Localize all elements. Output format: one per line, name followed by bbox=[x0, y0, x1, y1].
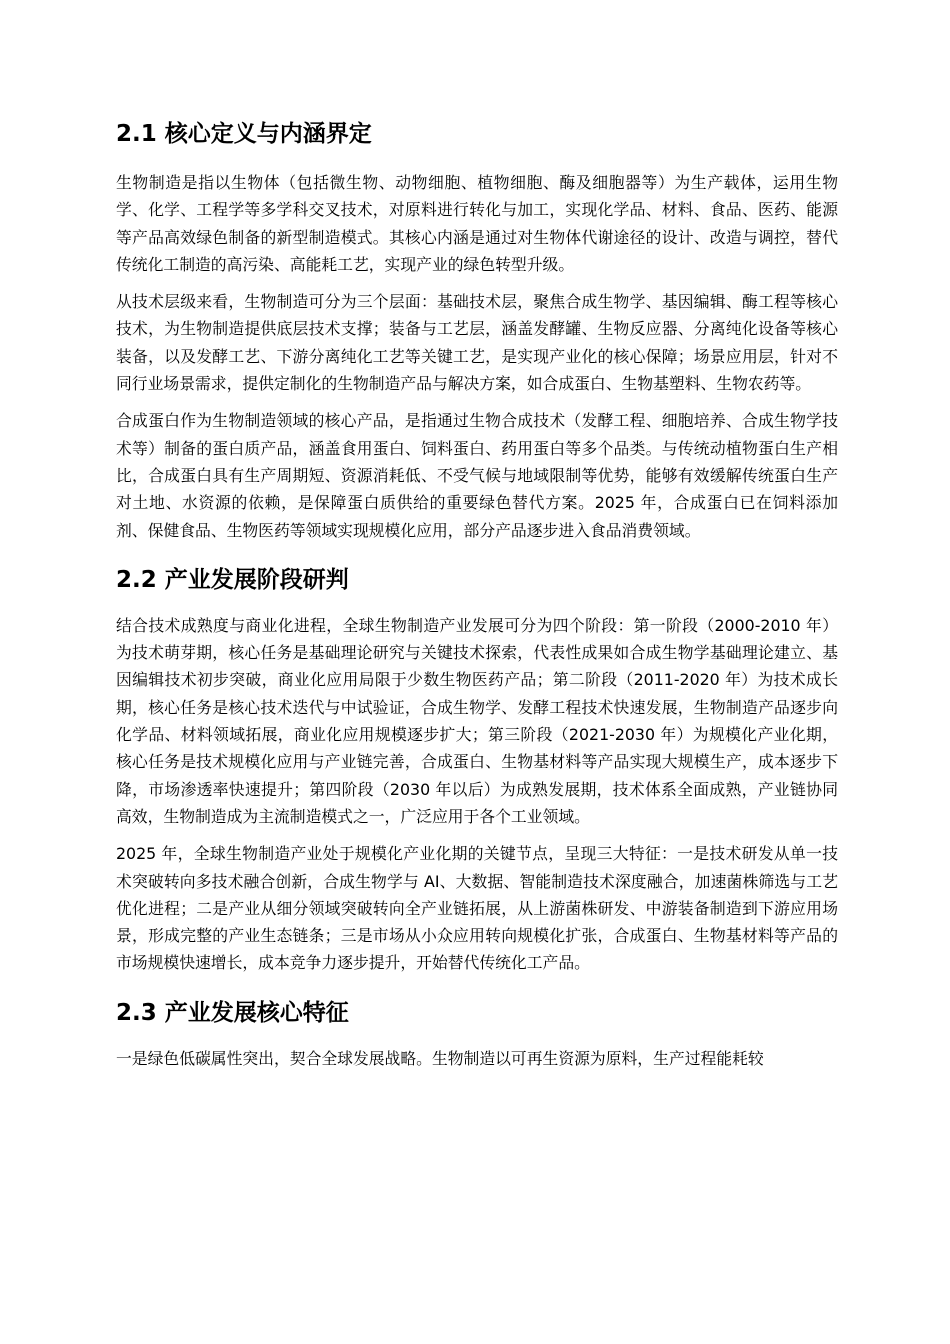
paragraph: 结合技术成熟度与商业化进程，全球生物制造产业发展可分为四个阶段：第一阶段（2000-2010 年）为技术萌芽期，核心任务是基础理论研究与关键技术探索，代表性成果如合成生物学基础理论建立、基因编辑技术初步突破，商业化应用局限于少数生物医药产品；第二阶段（2011-2020 年）为技术成长期，核心任务是核心技术迭代与中试验证，合成生物学、发酵工程技术快速发展，生物制造产品逐步向化学品、材料领域拓展，商业化应用规模逐步扩大；第三阶段（2021-2030 年）为规模化产业化期，核心任务是技术规模化应用与产业链完善，合成蛋白、生物基材料等产品实现大规模生产，成本逐步下降，市场渗透率快速提升；第四阶段（2030 年以后）为成熟发展期，技术体系全面成熟，产业链协同高效，生物制造成为主流制造模式之一，广泛应用于各个工业领域。 bbox=[116, 615, 838, 826]
document-page bbox=[116, 112, 838, 1082]
paragraph: 合成蛋白作为生物制造领域的核心产品，是指通过生物合成技术（发酵工程、细胞培养、合成生物学技术等）制备的蛋白质产品，涵盖食用蛋白、饲料蛋白、药用蛋白等多个品类。与传统动植物蛋白生产相比，合成蛋白具有生产周期短、资源消耗低、不受气候与地域限制等优势，能够有效缓解传统蛋白生产对土地、水资源的依赖，是保障蛋白质供给的重要绿色替代方案。2025 年，合成蛋白已在饲料添加剂、保健食品、生物医药等领域实现规模化应用，部分产品逐步进入食品消费领域。 bbox=[116, 411, 838, 540]
paragraph: 2025 年，全球生物制造产业处于规模化产业化期的关键节点，呈现三大特征：一是技术研发从单一技术突破转向多技术融合创新，合成生物学与 AI、大数据、智能制造技术深度融合，加速菌株筛选与工艺优化进程；二是产业从细分领域突破转向全产业链拓展，从上游菌株研发、中游装备制造到下游应用场景，形成完整的产业生态链条；三是市场从小众应用转向规模化扩张，合成蛋白、生物基材料等产品的市场规模快速增长，成本竞争力逐步提升，开始替代传统化工产品。 bbox=[116, 844, 838, 973]
paragraph: 生物制造是指以生物体（包括微生物、动物细胞、植物细胞、酶及细胞器等）为生产载体，运用生物学、化学、工程学等多学科交叉技术，对原料进行转化与加工，实现化学品、材料、食品、医药、能源等产品高效绿色制备的新型制造模式。其核心内涵是通过对生物体代谢途径的设计、改造与调控，替代传统化工制造的高污染、高能耗工艺，实现产业的绿色转型升级。 bbox=[116, 173, 838, 274]
section-heading: 2.3 产业发展核心特征 bbox=[116, 999, 349, 1026]
section-2-1 bbox=[116, 119, 838, 544]
section-heading: 2.1 核心定义与内涵界定 bbox=[116, 121, 372, 147]
paragraph: 一是绿色低碳属性突出，契合全球发展战略。生物制造以可再生资源为原料，生产过程能耗较 bbox=[116, 1048, 764, 1068]
section-2-2 bbox=[116, 565, 838, 977]
section-2-3 bbox=[116, 998, 838, 1072]
paragraph: 从技术层级来看，生物制造可分为三个层面：基础技术层，聚焦合成生物学、基因编辑、酶工程等核心技术，为生物制造提供底层技术支撑；装备与工艺层，涵盖发酵罐、生物反应器、分离纯化设备等核心装备，以及发酵工艺、下游分离纯化工艺等关键工艺，是实现产业化的核心保障；场景应用层，针对不同行业场景需求，提供定制化的生物制造产品与解决方案，如合成蛋白、生物基塑料、生物农药等。 bbox=[116, 292, 838, 394]
section-heading: 2.2 产业发展阶段研判 bbox=[116, 566, 349, 593]
